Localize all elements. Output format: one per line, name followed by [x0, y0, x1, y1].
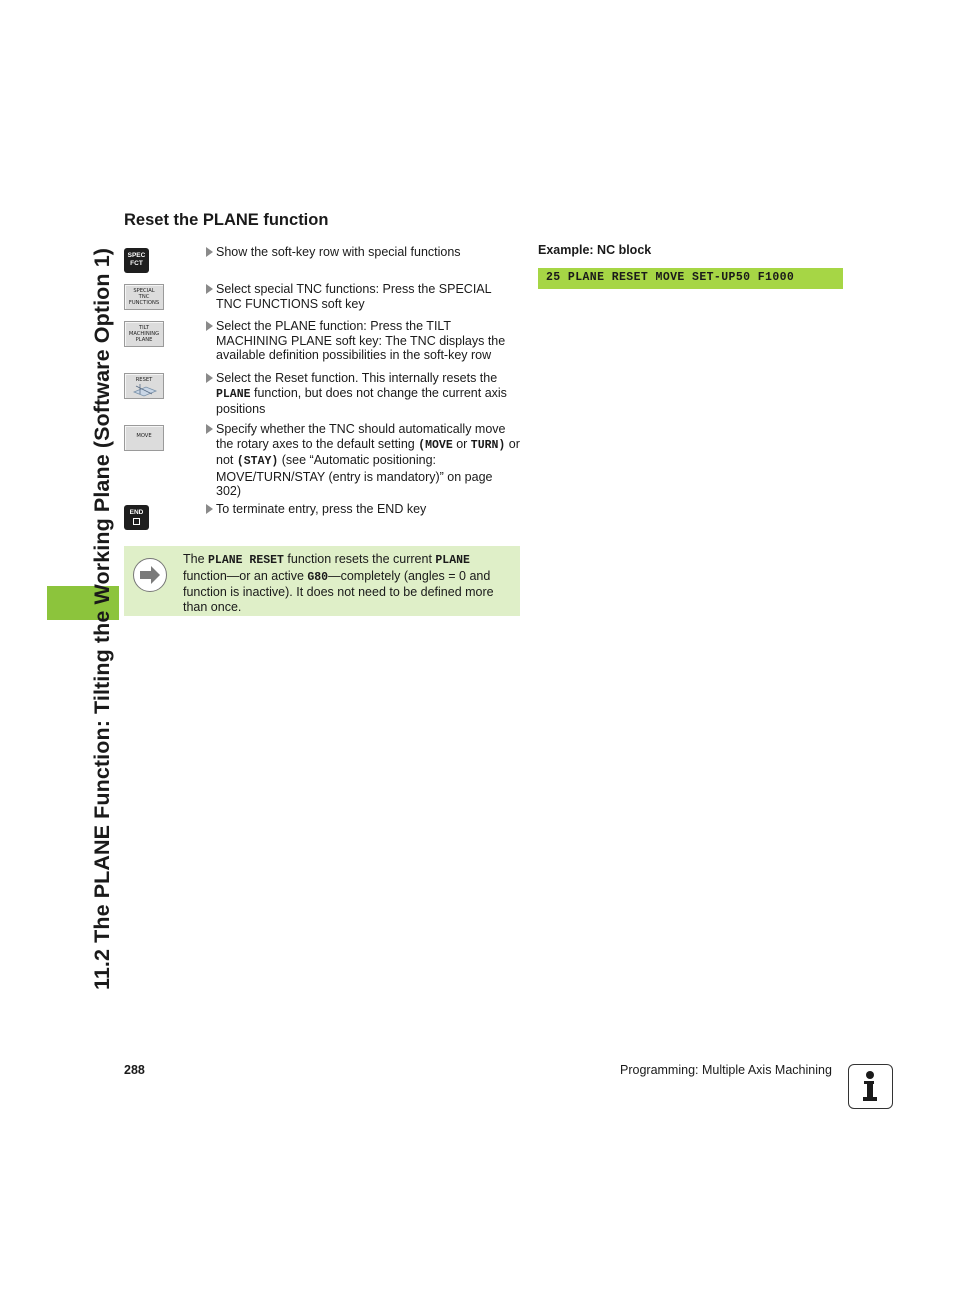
step-description: Show the soft-key row with special functions — [216, 245, 461, 259]
step-text — [206, 319, 520, 363]
bullet-arrow-icon — [206, 284, 213, 294]
nc-block-text: 25 PLANE RESET MOVE SET-UP50 F1000 — [546, 271, 795, 284]
text-segment: function, but does not change the current axis positions — [216, 385, 507, 417]
softkey-label: TILT — [138, 325, 150, 331]
note-text — [183, 552, 513, 614]
end-square-icon — [133, 518, 140, 525]
page-number: 288 — [124, 1063, 145, 1077]
step-description: To terminate entry, press the END key — [216, 502, 427, 516]
softkey-label: SPECIAL — [133, 288, 155, 294]
step-text — [206, 282, 520, 311]
text-segment: or — [452, 436, 471, 451]
section-title: Reset the PLANE function — [124, 211, 329, 229]
step-description: Select the PLANE function: Press the TILT MACHINING PLANE soft key: The TNC displays the available definition possibilities in the soft-key row — [216, 319, 506, 363]
step-text — [206, 371, 520, 417]
code-keyword: TURN) — [470, 438, 506, 452]
code-keyword: (MOVE — [418, 438, 453, 452]
example-label: Example: NC block — [538, 243, 652, 257]
softkey-label: PLANE — [135, 337, 153, 344]
text-segment: The — [183, 552, 209, 566]
special-tnc-functions-softkey[interactable] — [124, 284, 164, 310]
bullet-arrow-icon — [206, 424, 213, 434]
side-heading: 11.2 The PLANE Function: Tilting the Working Plane (Software Option 1) — [90, 247, 114, 990]
softkey-label: MACHINING — [128, 331, 160, 338]
text-segment: (see “Automatic positioning: MOVE/TURN/STAY (entry is mandatory)” on page 302) — [216, 453, 493, 499]
text-segment: Specify whether the TNC should automatically move the rotary axes to the default setting — [216, 422, 506, 451]
info-icon — [848, 1064, 893, 1109]
reset-softkey[interactable] — [124, 373, 164, 399]
bullet-arrow-icon — [206, 321, 213, 331]
chapter-title: Programming: Multiple Axis Machining — [620, 1063, 832, 1077]
code-keyword: PLANE — [216, 387, 251, 401]
softkey-label: TNC — [138, 294, 150, 301]
end-key[interactable] — [124, 505, 149, 530]
softkey-label: FUNCTIONS — [128, 300, 160, 307]
arrow-right-icon — [133, 558, 167, 592]
nc-block-code — [538, 268, 843, 289]
key-label: FCT — [130, 260, 143, 267]
code-keyword: G80 — [307, 570, 329, 584]
bullet-arrow-icon — [206, 504, 213, 514]
note-box — [124, 546, 520, 616]
reset-plane-icon — [132, 383, 158, 397]
step-description — [206, 422, 520, 499]
step-description: Select special TNC functions: Press the SPECIAL TNC FUNCTIONS soft key — [216, 282, 492, 311]
code-keyword: PLANE RESET — [208, 554, 284, 567]
tilt-machining-plane-softkey[interactable] — [124, 321, 164, 347]
bullet-arrow-icon — [206, 247, 213, 257]
code-keyword: (STAY) — [236, 455, 279, 469]
text-segment: function—or an active — [183, 568, 308, 583]
step-text — [206, 245, 520, 260]
move-softkey[interactable] — [124, 425, 164, 451]
text-segment: —completely (angles = 0 and function is inactive). It does not need to be defined more than once. — [183, 568, 494, 614]
text-segment: function resets the current — [283, 552, 436, 566]
key-label: SPEC — [127, 252, 146, 259]
step-text — [206, 502, 520, 517]
text-segment: or not — [216, 436, 520, 468]
code-keyword: PLANE — [435, 554, 470, 567]
spec-fct-key[interactable] — [124, 248, 149, 273]
key-label: END — [129, 509, 144, 516]
softkey-label: RESET — [135, 377, 153, 383]
bullet-arrow-icon — [206, 373, 213, 383]
step-text — [206, 422, 520, 499]
step-description — [206, 371, 520, 417]
softkey-label: MOVE — [136, 433, 152, 439]
text-segment: Select the Reset function. This internally resets the — [216, 371, 498, 385]
